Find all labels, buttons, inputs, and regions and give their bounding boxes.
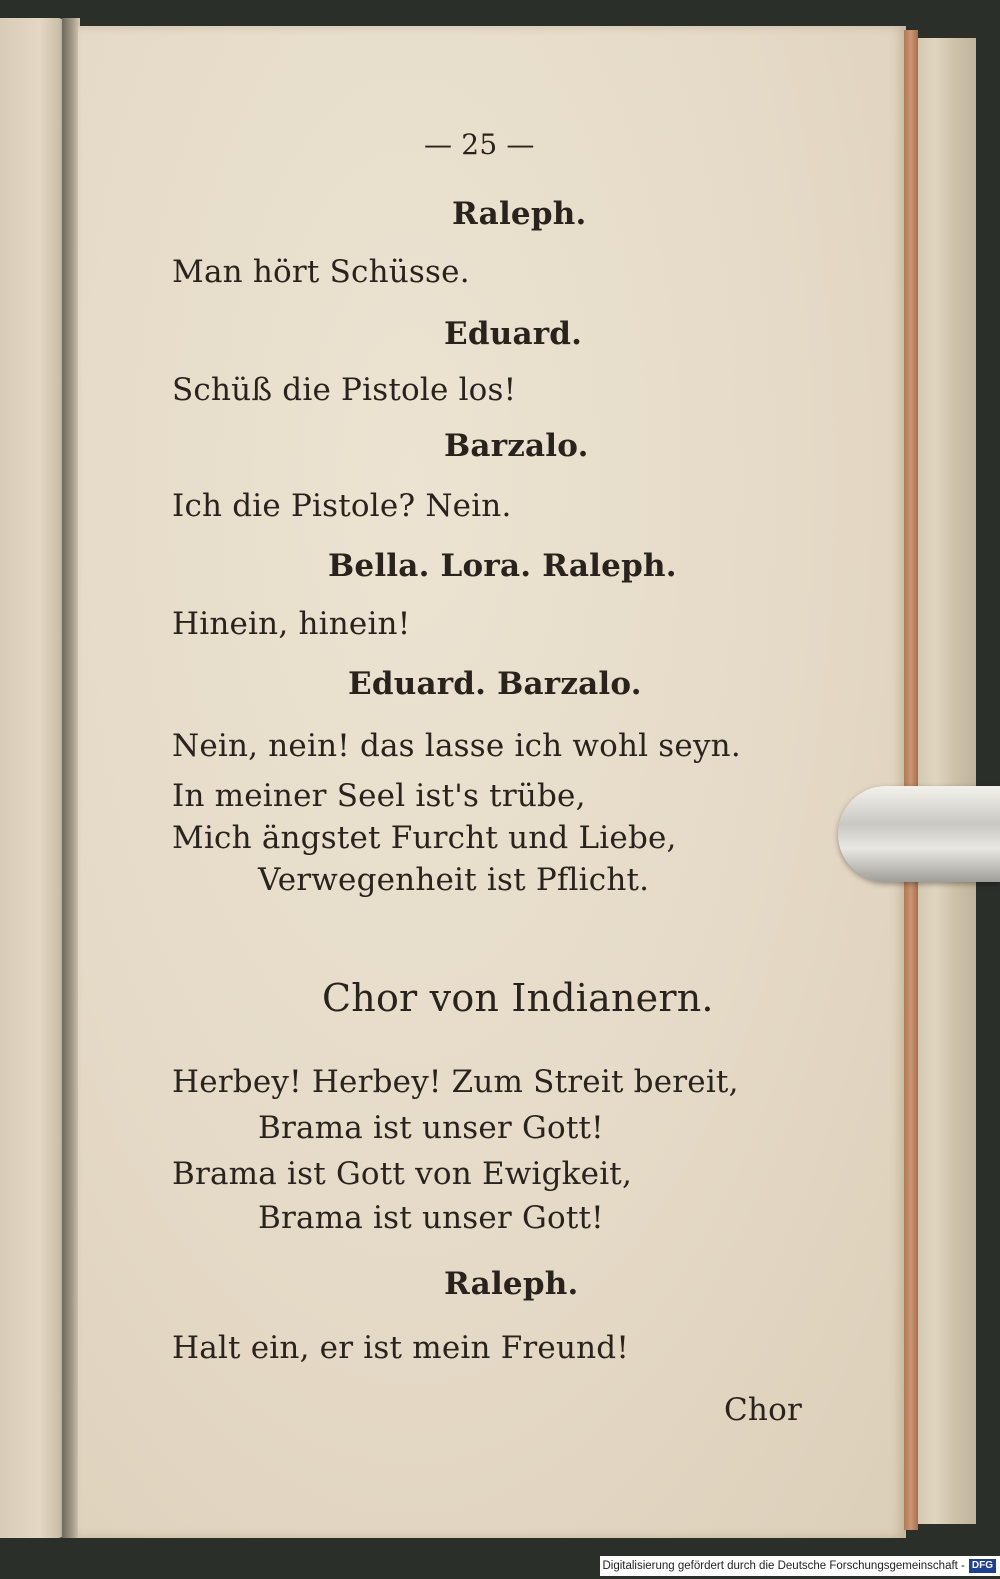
verse-line: Ich die Pistole? Nein. <box>172 488 512 524</box>
verse-line: Brama ist Gott von Ewigkeit, <box>172 1156 633 1192</box>
verse-line: Nein, nein! das lasse ich wohl seyn. <box>172 728 741 764</box>
credit-text: Digitalisierung gefördert durch die Deutsche Forschungsgemeinschaft - <box>602 1560 965 1572</box>
verse-line: Brama ist unser Gott! <box>258 1110 604 1146</box>
verse-line: Verwegenheit ist Pflicht. <box>258 862 650 898</box>
dfg-logo: DFG <box>969 1559 996 1573</box>
verse-line: Schüß die Pistole los! <box>172 372 517 408</box>
page-number: — 25 — <box>424 128 535 161</box>
verse-line: Halt ein, er ist mein Freund! <box>172 1330 630 1366</box>
page-stack-edge <box>918 38 976 1524</box>
verse-line: Herbey! Herbey! Zum Streit bereit, <box>172 1064 739 1100</box>
digitization-credit <box>600 1556 1000 1576</box>
page-edge-red <box>904 30 918 1530</box>
verse-line: Hinein, hinein! <box>172 606 411 642</box>
verse-line: In meiner Seel ist's trübe, <box>172 778 586 814</box>
catchword: Chor <box>724 1392 802 1428</box>
verse-line: Mich ängstet Furcht und Liebe, <box>172 820 677 856</box>
left-page-edge <box>0 18 66 1538</box>
verse-line: Brama ist unser Gott! <box>258 1200 604 1236</box>
speaker-eduard: Eduard. <box>444 316 583 352</box>
speaker-barzalo: Barzalo. <box>444 428 589 464</box>
speaker-raleph: Raleph. <box>452 196 587 232</box>
speaker-bella-lora-raleph: Bella. Lora. Raleph. <box>328 548 677 584</box>
speaker-eduard-barzalo: Eduard. Barzalo. <box>348 666 642 702</box>
verse-line: Man hört Schüsse. <box>172 254 470 290</box>
speaker-raleph: Raleph. <box>444 1266 579 1302</box>
page-clip <box>838 786 1000 882</box>
chorus-heading: Chor von Indianern. <box>322 976 714 1020</box>
